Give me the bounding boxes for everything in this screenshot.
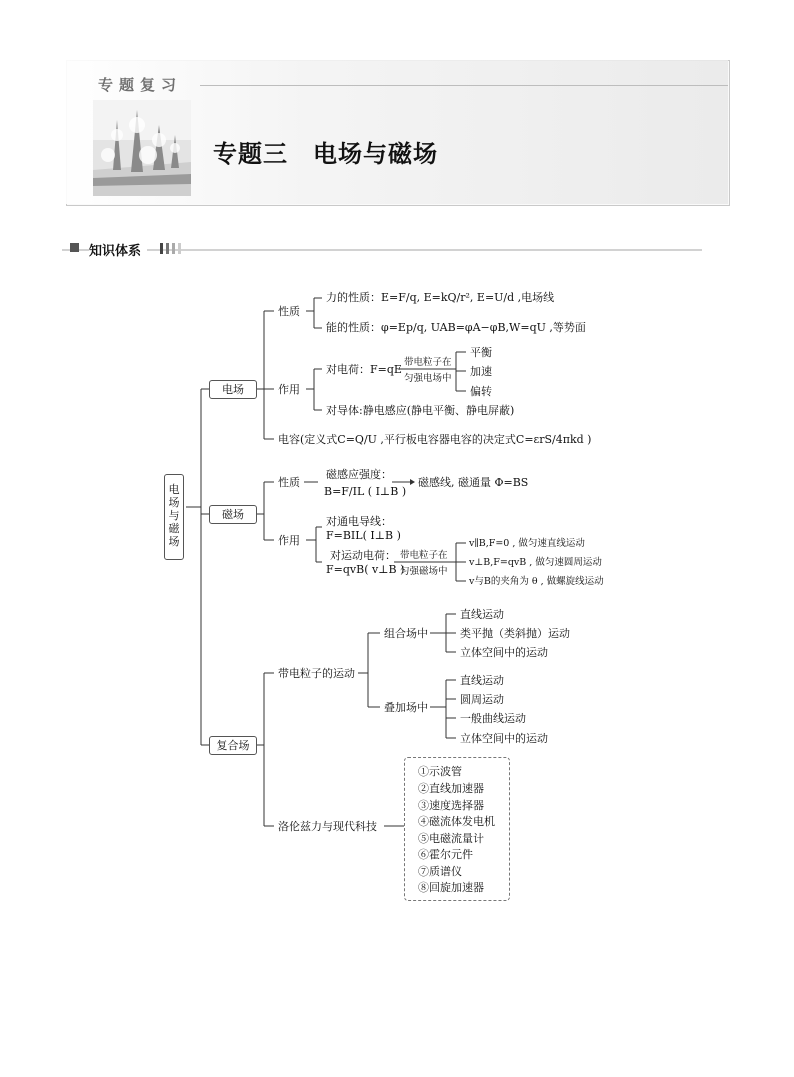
tech-item: ③速度选择器 (418, 799, 484, 812)
electric-capacitance: 电容(定义式C=Q/U ,平行板电容器电容的决定式C=εrS/4πkd ) (278, 433, 592, 446)
magnetic-action: 作用 (278, 534, 300, 547)
series-label: 专题复习 (98, 76, 183, 94)
magnetic-b-title: 磁感应强度： (326, 468, 392, 481)
magnetic-b-result: 磁感线, 磁通量 Φ=BS (418, 476, 529, 489)
electric-outcome: 加速 (470, 365, 492, 378)
electric-energy-property: 能的性质：φ=Ep/q, UAB=φA−φB,W=qU ,等势面 (326, 321, 586, 334)
node-magnetic-field: 磁场 (209, 505, 257, 524)
electric-outcome: 平衡 (470, 346, 492, 359)
electric-arrow (398, 366, 458, 374)
electric-action: 作用 (278, 383, 300, 396)
tech-item: ⑥霍尔元件 (418, 848, 473, 861)
overlay-item: 立体空间中的运动 (460, 732, 548, 745)
section-title: 知识体系 (89, 240, 147, 259)
electric-arrow-top: 带电粒子在 (404, 357, 452, 368)
tech-list-box (404, 757, 510, 901)
overlay-item: 圆周运动 (460, 693, 504, 706)
tech-item: ②直线加速器 (418, 782, 484, 795)
tech-item: ⑦质谱仪 (418, 865, 462, 878)
magnetic-arrow-bottom: 匀强磁场中 (400, 566, 448, 577)
electric-arrow-bottom: 匀强电场中 (404, 373, 452, 384)
magnetic-outcome: v∥B,F=0 , 做匀速直线运动 (469, 538, 585, 549)
electric-on-conductor: 对导体:静电感应(静电平衡、静电屏蔽) (326, 404, 515, 417)
electric-nature: 性质 (278, 305, 300, 318)
composite-tech: 洛伦兹力与现代科技 (278, 820, 377, 833)
tech-item: ⑤电磁流量计 (418, 832, 484, 845)
electric-force-property: 力的性质：E=F/q, E=kQ/r², E=U/d ,电场线 (326, 291, 555, 304)
magnetic-outcome: v⊥B,F=qvB , 做匀速圆周运动 (469, 557, 602, 568)
tech-item: ①示波管 (418, 765, 462, 778)
overlay-item: 一般曲线运动 (460, 712, 526, 725)
node-composite-field: 复合场 (209, 736, 257, 755)
magnetic-on-moving: 对运动电荷： (330, 549, 396, 562)
tech-item: ④磁流体发电机 (418, 815, 495, 828)
magnetic-arrow (394, 559, 454, 567)
composite-combo: 组合场中 (384, 627, 428, 640)
node-electric-field: 电场 (209, 380, 257, 399)
magnetic-on-wire-formula: F=BIL( I⊥B ) (326, 529, 401, 542)
electric-outcome: 偏转 (470, 385, 492, 398)
magnetic-b-formula: B=F/IL ( I⊥B ) (324, 485, 407, 498)
composite-overlay: 叠加场中 (384, 701, 428, 714)
composite-motion: 带电粒子的运动 (278, 667, 355, 680)
magnetic-on-wire: 对通电导线： (326, 515, 392, 528)
combo-item: 立体空间中的运动 (460, 646, 548, 659)
overlay-item: 直线运动 (460, 674, 504, 687)
tech-item: ⑧回旋加速器 (418, 881, 484, 894)
electric-on-charge: 对电荷：F=qE (326, 363, 402, 376)
magnetic-on-moving-formula: F=qvB( v⊥B ) (326, 563, 405, 576)
magnetic-nature: 性质 (278, 476, 300, 489)
combo-item: 直线运动 (460, 608, 504, 621)
page-title: 专题三 电场与磁场 (213, 140, 438, 168)
magnetic-outcome: v与B的夹角为 θ , 做螺旋线运动 (469, 576, 604, 587)
combo-item: 类平抛（类斜抛）运动 (460, 627, 570, 640)
magnetic-arrow-top: 带电粒子在 (400, 550, 448, 561)
root-node: 电场与磁场 (164, 474, 184, 560)
